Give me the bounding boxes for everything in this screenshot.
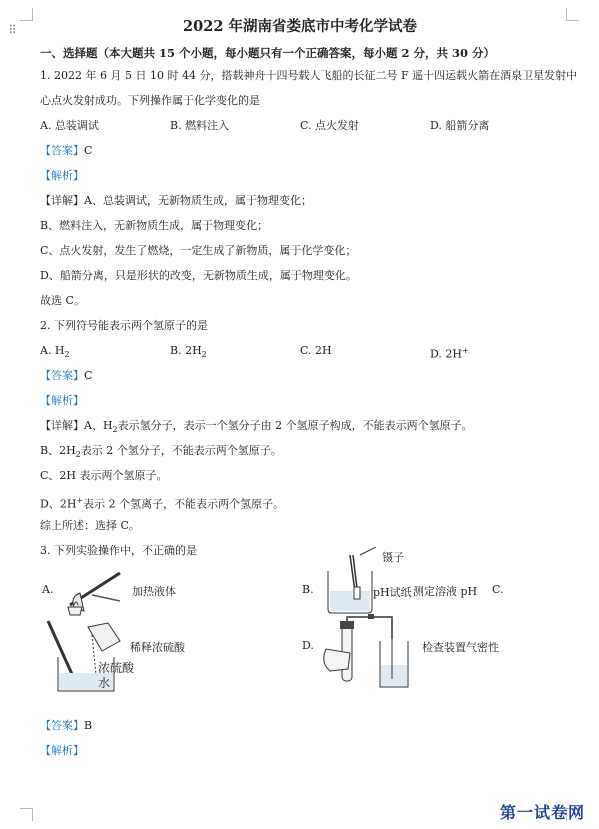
detail-text: A、H <box>84 419 113 432</box>
q1-answer <box>40 138 560 163</box>
superscript: + <box>462 346 469 355</box>
fig-b-tweezers: 镊子 <box>382 551 404 564</box>
detail-tag: 【详解】 <box>40 194 84 207</box>
q2-detail-d <box>40 488 560 513</box>
q2-option-a <box>40 338 170 363</box>
answer-tag: 【答案】 <box>40 144 84 157</box>
analysis-tag: 【解析】 <box>40 744 84 757</box>
subscript: 2 <box>64 350 70 360</box>
q1-detail-a <box>40 188 560 213</box>
crop-mark-bottom-left <box>20 808 33 821</box>
subscript: 2 <box>75 450 81 460</box>
q3-stem: 3. 下列实验操作中，不正确的是 <box>40 544 197 557</box>
heating-liquid-figure <box>62 565 132 617</box>
q2-option-b <box>170 338 300 363</box>
fig-d-letter: D. <box>302 639 314 652</box>
detail-text: A、总装调试，无新物质生成，属于物理变化； <box>84 194 312 207</box>
q1-options <box>40 113 560 138</box>
fig-b-caption: 测定溶液 pH <box>413 585 478 598</box>
subscript: 2 <box>201 350 207 360</box>
q1-detail-b: B、燃料注入，无新物质生成，属于物理变化； <box>40 219 269 232</box>
detail-text: 表示 2 个氢分子，不能表示两个氢原子。 <box>80 444 282 457</box>
q1-detail-c: C、点火发射，发生了燃烧，一定生成了新物质，属于化学变化； <box>40 244 357 257</box>
ph-test-figure <box>320 547 380 615</box>
section-heading: 一、选择题（本大题共 15 个小题，每小题只有一个正确答案，每小题 2 分，共 30 分） <box>40 46 496 60</box>
q2-stem: 2. 下列符号能表示两个氢原子的是 <box>40 319 208 332</box>
document-title: 2022 年湖南省娄底市中考化学试卷 <box>183 18 417 35</box>
fig-a-caption: 加热液体 <box>132 585 176 598</box>
superscript: + <box>76 496 84 505</box>
fig-b-letter: B. <box>302 583 314 596</box>
airtightness-figure <box>320 613 420 697</box>
fig-c-water: 水 <box>98 676 111 690</box>
q3-answer <box>40 713 560 738</box>
q3-figures <box>40 551 560 713</box>
q1-option-a: A. 总装调试 <box>40 119 99 132</box>
q1-detail-d: D、船箭分离，只是形状的改变，无新物质生成，属于物理变化。 <box>40 269 357 282</box>
answer-value: C <box>84 144 93 157</box>
detail-text: D、2H <box>40 497 77 511</box>
q1-option-b: B. 燃料注入 <box>170 119 230 132</box>
fig-c-caption: 稀释浓硫酸 <box>130 641 185 654</box>
detail-tag: 【详解】 <box>40 419 84 432</box>
option-text: D. 2H <box>430 347 463 361</box>
option-text: B. 2H <box>170 344 202 357</box>
q1-option-c: C. 点火发射 <box>300 119 360 132</box>
footer-brand-logo[interactable]: 第一试卷网 <box>499 803 585 822</box>
q1-option-d: D. 船箭分离 <box>430 119 490 132</box>
option-text: A. H <box>40 344 65 357</box>
detail-text: 表示 2 个氢离子，不能表示两个氢原子。 <box>83 497 285 511</box>
q2-analysis <box>40 388 560 413</box>
dilute-acid-figure <box>44 617 126 697</box>
detail-text: B、2H <box>40 444 76 457</box>
fig-c-letter: C. <box>492 583 504 596</box>
q1-stem-line2: 心点火发射成功。下列操作属于化学变化的是 <box>40 94 260 107</box>
answer-value: B <box>84 719 93 732</box>
q2-option-c: C. 2H <box>300 344 332 357</box>
analysis-tag: 【解析】 <box>40 169 84 182</box>
q2-option-d <box>430 338 560 363</box>
fig-b-paper: pH试纸 <box>373 586 412 599</box>
q1-stem-line1: 1. 2022 年 6 月 5 日 10 时 44 分，搭载神舟十四号载人飞船的长征二号 F 遥十四运载火箭在酒泉卫星发射中 <box>40 69 578 82</box>
crop-mark-top-right <box>566 8 579 21</box>
answer-tag: 【答案】 <box>40 719 84 732</box>
drag-handle-icon[interactable]: ⠿ <box>8 23 18 37</box>
subscript: 2 <box>112 425 118 435</box>
fig-c-acid: 浓硫酸 <box>98 661 135 675</box>
q3-analysis <box>40 738 560 763</box>
fig-a-letter: A. <box>42 583 54 596</box>
analysis-tag: 【解析】 <box>40 394 84 407</box>
q1-conclusion: 故选 C。 <box>40 294 85 307</box>
fig-d-caption: 检查装置气密性 <box>422 641 499 654</box>
answer-tag: 【答案】 <box>40 369 84 382</box>
q2-detail-b <box>40 438 560 463</box>
q2-detail-c: C、2H 表示两个氢原子。 <box>40 469 168 482</box>
q2-options <box>40 338 560 363</box>
crop-mark-top-left <box>20 8 33 21</box>
document-page <box>40 14 578 763</box>
answer-value: C <box>84 369 93 382</box>
q2-answer <box>40 363 560 388</box>
q2-detail-a <box>40 413 560 438</box>
detail-text: 表示氢分子，表示一个氢分子由 2 个氢原子构成，不能表示两个氢原子。 <box>117 419 473 432</box>
q2-conclusion: 综上所述：选择 C。 <box>40 519 140 532</box>
q1-analysis <box>40 163 560 188</box>
